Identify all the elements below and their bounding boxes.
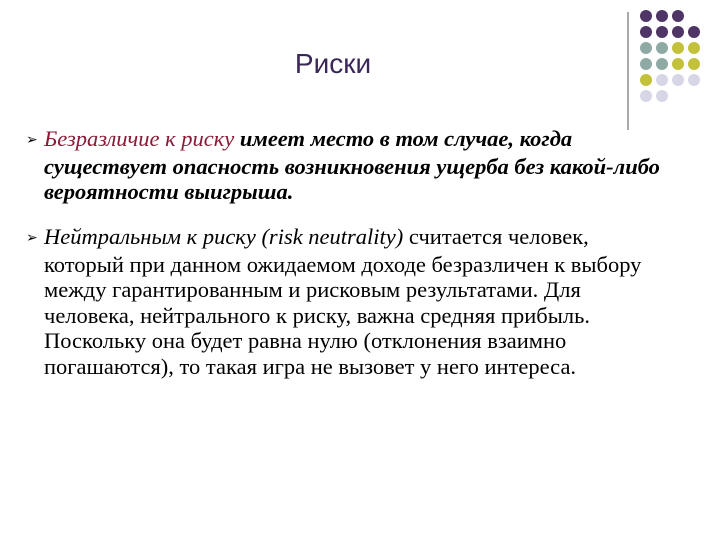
- decorative-dot: [672, 90, 684, 102]
- decorative-dot: [672, 74, 684, 86]
- decorative-dot: [656, 90, 668, 102]
- decorative-dot: [688, 90, 700, 102]
- arrow-bullet-icon: ➢: [26, 230, 38, 246]
- decorative-dot: [640, 26, 652, 38]
- decorative-dot: [672, 26, 684, 38]
- decorative-dot: [688, 26, 700, 38]
- decorative-dot: [640, 10, 652, 22]
- decorative-dot: [688, 42, 700, 54]
- decorative-dot: [656, 10, 668, 22]
- paragraph-risk-indifference: [26, 126, 674, 205]
- paragraph-risk-indifference-text: имеет место в том случае, когда существует опасность возникновения ущерба без какой-либо вероятности выигрыша.: [44, 126, 660, 204]
- decorative-dot: [672, 58, 684, 70]
- paragraph-risk-neutrality-text: считается человек, который при данном ожидаемом доходе безразличен к выбору между гарантированным и рисковым результатами. Для человека, нейтрального к риску, важна средняя прибыль. Поскольку она будет равна нулю (отклонения взаимно погашаются), то такая игра не вызовет у него интереса.: [44, 224, 642, 379]
- decorative-dot: [672, 42, 684, 54]
- slide-title: Риски: [294, 48, 372, 79]
- decorative-dot: [640, 90, 652, 102]
- decorative-dot: [672, 10, 684, 22]
- term-risk-neutrality: Нейтральным к риску (risk neutrality): [44, 224, 404, 249]
- term-risk-indifference: Безразличие к риску: [44, 126, 235, 151]
- decorative-dot: [688, 74, 700, 86]
- decorative-dot: [688, 58, 700, 70]
- decorative-dot: [688, 10, 700, 22]
- paragraph-risk-neutrality: [26, 224, 674, 379]
- decorative-dot: [656, 26, 668, 38]
- arrow-bullet-icon: ➢: [26, 132, 38, 148]
